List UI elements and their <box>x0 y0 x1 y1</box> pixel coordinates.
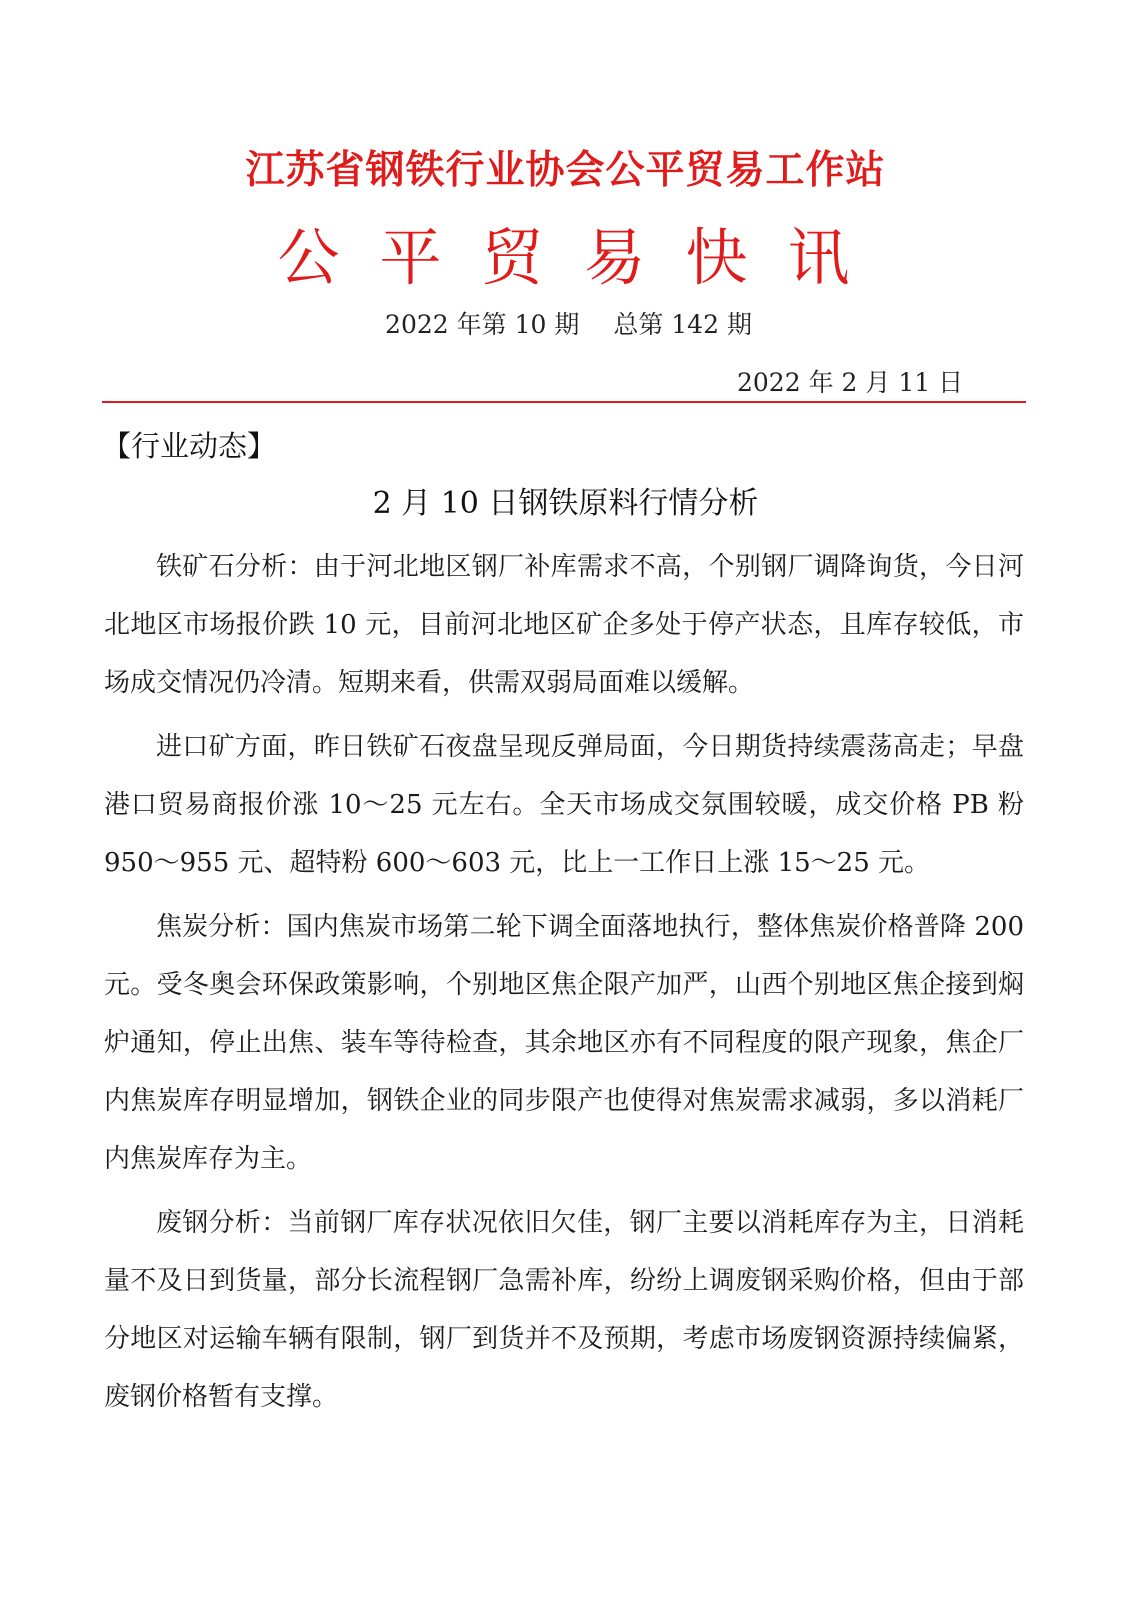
issue-number: 2022 年第 10 期 <box>385 310 580 339</box>
organization-title: 江苏省钢铁行业协会公平贸易工作站 <box>245 148 886 193</box>
article-body <box>104 538 1024 1432</box>
total-issue-number: 总第 142 期 <box>613 310 752 339</box>
bulletin-title: 公平贸易快讯 <box>277 221 890 294</box>
paragraph-scrap-steel: 废钢分析：当前钢厂库存状况依旧欠佳，钢厂主要以消耗库存为主，日消耗量不及日到货量，部分长流程钢厂急需补库，纷纷上调废钢采购价格，但由于部分地区对运输车辆有限制，钢厂到货并不及预期，考虑市场废钢资源持续偏紧，废钢价格暂有支撑。 <box>104 1208 1024 1412</box>
paragraph-iron-ore: 铁矿石分析：由于河北地区钢厂补库需求不高，个别钢厂调降询货，今日河北地区市场报价跌 10 元，目前河北地区矿企多处于停产状态，且库存较低，市场成交情况仍冷清。短期来看，供需双弱局面难以缓解。 <box>104 552 1024 698</box>
article-title: 2 月 10 日钢铁原料行情分析 <box>372 486 759 521</box>
paragraph-coke: 焦炭分析：国内焦炭市场第二轮下调全面落地执行，整体焦炭价格普降 200 元。受冬奥会环保政策影响，个别地区焦企限产加严，山西个别地区焦企接到焖炉通知，停止出焦、装车等待检查，其余地区亦有不同程度的限产现象，焦企厂内焦炭库存明显增加，钢铁企业的同步限产也使得对焦炭需求减弱，多以消耗厂内焦炭库存为主。 <box>104 912 1024 1174</box>
publish-date: 2022 年 2 月 11 日 <box>737 368 964 397</box>
header-divider <box>102 401 1026 403</box>
paragraph-imported-ore: 进口矿方面，昨日铁矿石夜盘呈现反弹局面，今日期货持续震荡高走；早盘港口贸易商报价涨 10～25 元左右。全天市场成交氛围较暖，成交价格 PB 粉 950～955 元、超特粉 600～603 元，比上一工作日上涨 15～25 元。 <box>104 732 1024 878</box>
issue-line <box>0 308 1131 342</box>
section-tag: 【行业动态】 <box>102 429 277 463</box>
